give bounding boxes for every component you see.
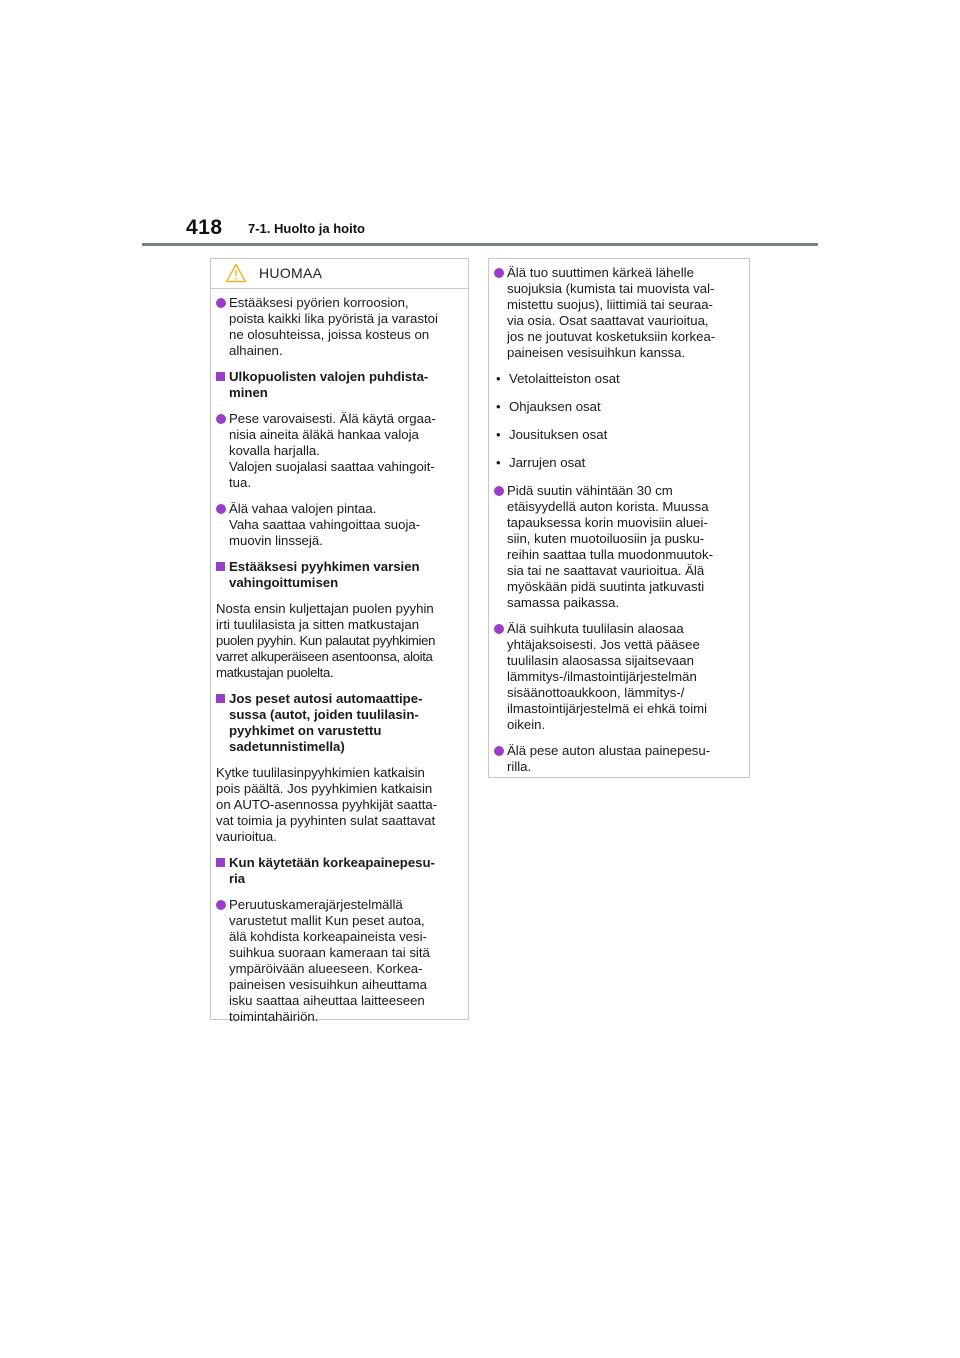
list-item: • Jarrujen osat [494, 455, 743, 471]
bullet-item: Estääksesi pyörien korroosion, poista kaikki lika pyöristä ja varastoi ne olosuhteissa, joissa kosteus on alhainen. [216, 295, 462, 359]
bullet-item: Pese varovaisesti. Älä käytä orgaa- nisia aineita äläkä hankaa valoja kovalla harjalla. Valojen suojalasi saattaa vahingoit- tua. [216, 411, 462, 491]
bullet-item: Älä vahaa valojen pintaa. Vaha saattaa vahingoittaa suoja- muovin linssejä. [216, 501, 462, 549]
subheading: Jos peset autosi automaattipe- sussa (autot, joiden tuulilasin- pyyhkimet on varustettu sadetunnistimella) [216, 691, 462, 755]
subheading: Kun käytetään korkeapainepesu- ria [216, 855, 462, 887]
notice-header [211, 259, 468, 289]
paragraph-line: Nosta ensin kuljettajan puolen pyyhin irti tuulilasista ja sitten matkustajan [216, 601, 434, 632]
subheading: Estääksesi pyyhkimen varsien vahingoittumisen [216, 559, 462, 591]
bullet-item: Älä pese auton alustaa painepesu- rilla. [494, 743, 743, 775]
list-item: • Jousituksen osat [494, 427, 743, 443]
notice-title: HUOMAA [259, 265, 323, 281]
notice-box-right [488, 258, 750, 778]
bullet-item: Peruutuskamerajärjestelmällä varustetut mallit Kun peset autoa, älä kohdista korkeapaineista vesi- suihkua suoraan kameraan tai sitä ympäröivään alueeseen. Korkea- paineisen vesisuihkun aiheuttama isku saattaa aiheuttaa laitteeseen toimintahäiriön. [216, 897, 462, 1025]
notice-content-left [216, 295, 462, 1035]
notice-box-left [210, 258, 469, 1024]
section-title: 7-1. Huolto ja hoito [248, 221, 365, 236]
header-rule [142, 243, 818, 246]
page-number: 418 [186, 216, 223, 239]
paragraph: Kytke tuulilasinpyyhkimien katkaisin pois päältä. Jos pyyhkimien katkaisin on AUTO-asennossa pyyhkijät saatta- vat toimia ja pyyhinten sulat saattavat vaurioitua. [216, 765, 438, 844]
list-item: • Ohjauksen osat [494, 399, 743, 415]
paragraph [216, 601, 462, 681]
bullet-item: Pidä suutin vähintään 30 cm etäisyydellä auton korista. Muussa tapauksessa korin muovisiin aluei- siin, kuten muotoiluosiin ja pusku- reihin saattaa tulla muodonmuutok- sia tai ne saattavat vaurioitua. Älä myöskään pidä suutinta jatkuvasti samassa paikassa. [494, 483, 743, 611]
bullet-item: Älä suihkuta tuulilasin alaosaa yhtäjaksoisesti. Jos vettä pääsee tuulilasin alaosassa sijaitsevaan lämmitys-/ilmastointijärjestelmän sisäänottoaukkoon, lämmitys-/ ilmastointijärjestelmä ei ehkä toimi oikein. [494, 621, 743, 733]
paragraph-line: puolen pyyhin. Kun palautat pyyhkimien varret alkuperäiseen asentoonsa, aloita matkustajan puolelta. [216, 633, 436, 680]
subheading: Ulkopuolisten valojen puhdista- minen [216, 369, 462, 401]
bullet-item: Älä tuo suuttimen kärkeä lähelle suojuksia (kumista tai muovista val- mistettu suojus), liittimiä tai seuraa- via osia. Osat saattavat vaurioitua, jos ne joutuvat kosketuksiin korkea- paineisen vesisuihkun kanssa. [494, 265, 743, 361]
page-header [142, 214, 818, 244]
notice-content-right [494, 265, 743, 785]
list-item: • Vetolaitteiston osat [494, 371, 743, 387]
warning-triangle-icon [225, 263, 247, 283]
